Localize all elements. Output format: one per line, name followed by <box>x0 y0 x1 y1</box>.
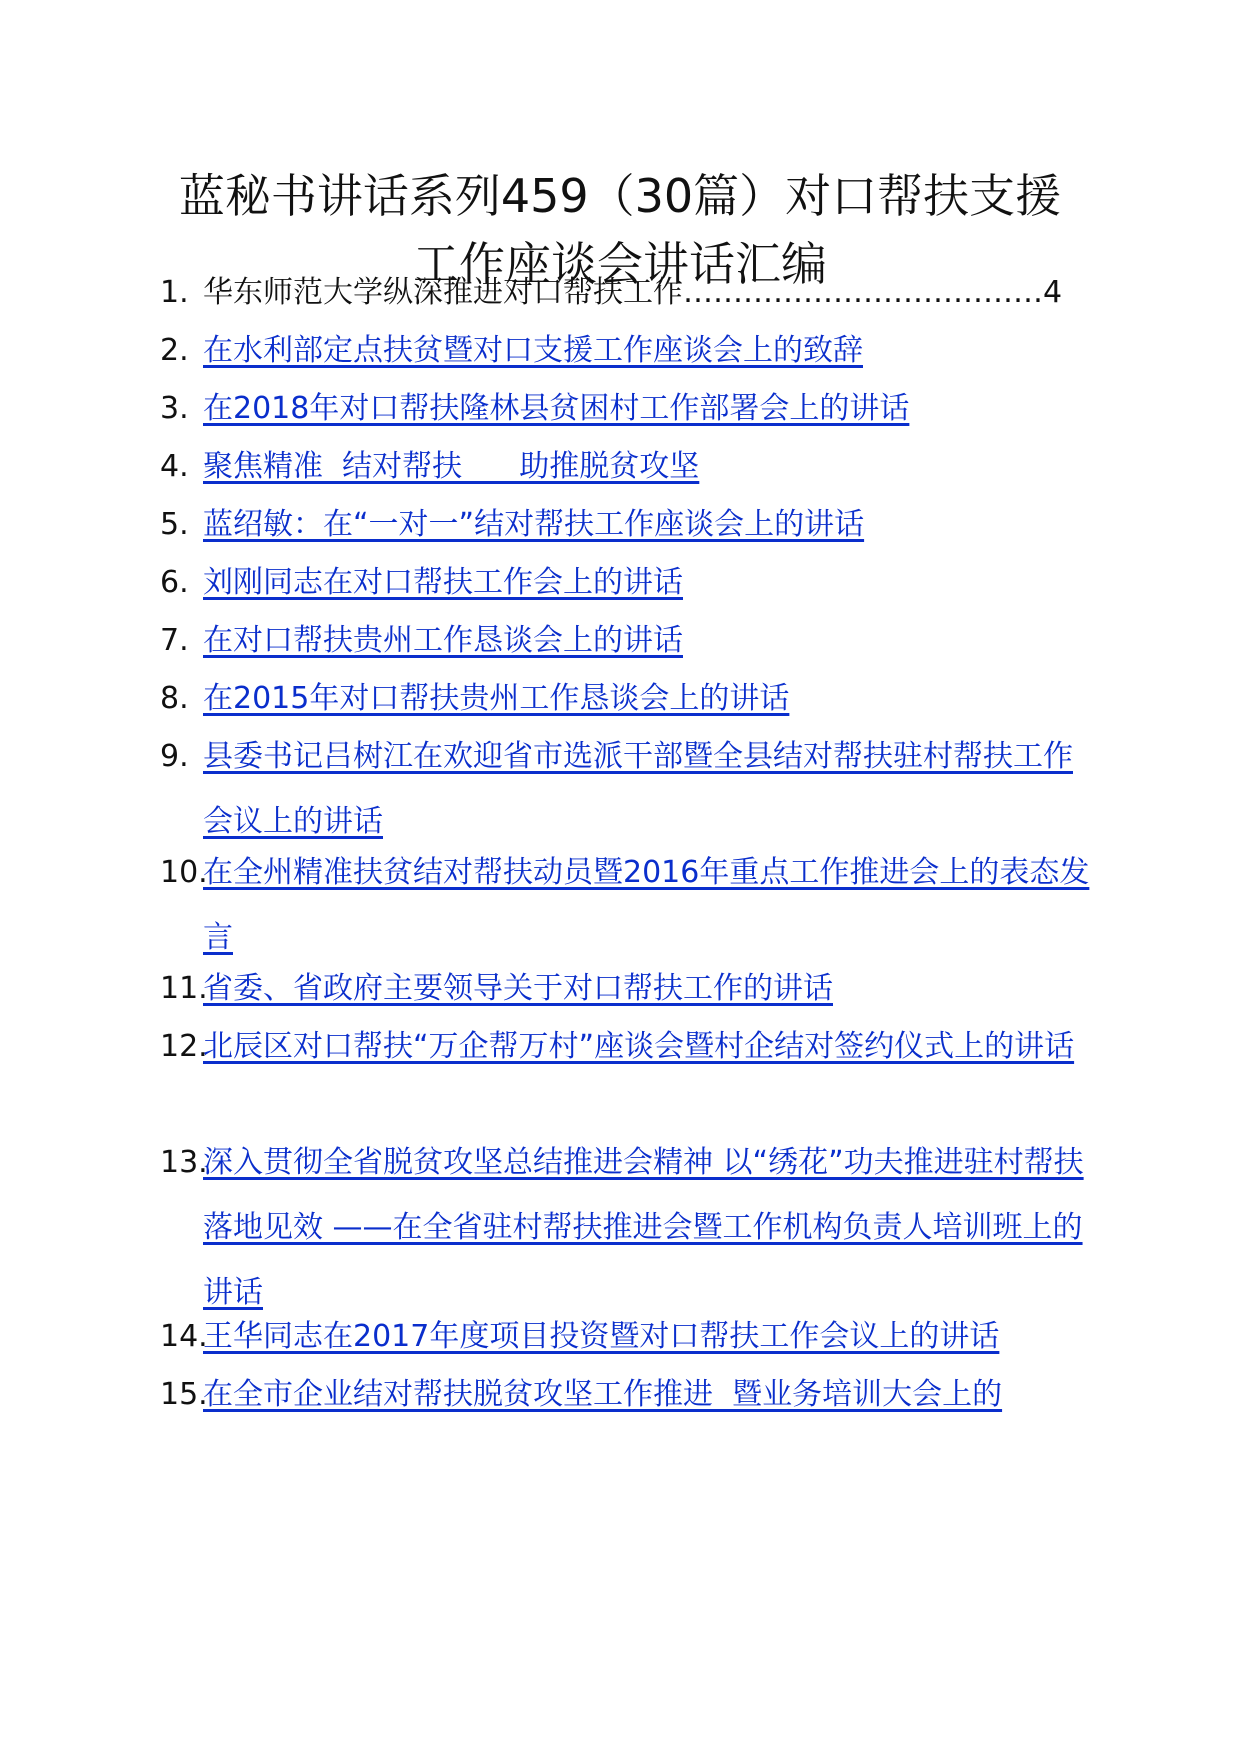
toc-item-number: 1. <box>160 275 189 310</box>
toc-item-number: 13. <box>160 1145 208 1180</box>
toc-item-number: 5. <box>160 507 189 542</box>
toc-item-link[interactable]: 省委、省政府主要领导关于对口帮扶工作的讲话 <box>203 971 833 1006</box>
toc-item-link[interactable]: 县委书记吕树江在欢迎省市选派干部暨全县结对帮扶驻村帮扶工作会议上的讲话 <box>203 739 1073 839</box>
toc-item-number: 4. <box>160 449 189 484</box>
toc-item-link[interactable]: 在2018年对口帮扶隆林县贫困村工作部署会上的讲话 <box>203 391 910 426</box>
title-line-2: 工作座谈会讲话汇编 <box>413 237 827 291</box>
toc-item-link[interactable]: 深入贯彻全省脱贫攻坚总结推进会精神 以“绣花”功夫推进驻村帮扶落地见效 ——在全省驻村帮扶推进会暨工作机构负责人培训班上的讲话 <box>203 1145 1084 1310</box>
toc-item-number: 7. <box>160 623 189 658</box>
toc-item-number: 15. <box>160 1377 208 1412</box>
toc-item-link[interactable]: 北辰区对口帮扶“万企帮万村”座谈会暨村企结对签约仪式上的讲话 <box>203 1029 1075 1064</box>
toc-item-number: 11. <box>160 971 208 1006</box>
toc-item-number: 14. <box>160 1319 208 1354</box>
toc-item-number: 2. <box>160 333 189 368</box>
toc-item-number: 10. <box>160 855 208 890</box>
title-line-1: 蓝秘书讲话系列459（30篇）对口帮扶支援 <box>178 169 1062 223</box>
toc-item-link[interactable]: 在水利部定点扶贫暨对口支援工作座谈会上的致辞 <box>203 333 863 368</box>
toc-item-number: 9. <box>160 739 189 774</box>
toc-item-number: 6. <box>160 565 189 600</box>
toc-item-link[interactable]: 在2015年对口帮扶贵州工作恳谈会上的讲话 <box>203 681 790 716</box>
toc-item-number: 8. <box>160 681 189 716</box>
toc-item-number: 12. <box>160 1029 208 1064</box>
toc-item-link[interactable]: 聚焦精准 结对帮扶 助推脱贫攻坚 <box>203 449 700 484</box>
toc-item-link[interactable]: 在全市企业结对帮扶脱贫攻坚工作推进 暨业务培训大会上的 <box>203 1377 1003 1412</box>
toc-item-link[interactable]: 刘刚同志在对口帮扶工作会上的讲话 <box>203 565 683 600</box>
toc-item-link[interactable]: 在对口帮扶贵州工作恳谈会上的讲话 <box>203 623 683 658</box>
toc-item-link[interactable]: 在全州精准扶贫结对帮扶动员暨2016年重点工作推进会上的表态发言 <box>203 855 1090 955</box>
toc-item-number: 3. <box>160 391 189 426</box>
toc-item-link[interactable]: 王华同志在2017年度项目投资暨对口帮扶工作会议上的讲话 <box>203 1319 1000 1354</box>
toc-item-text: 华东师范大学纵深推进对口帮扶工作………………………………4 <box>203 275 1063 310</box>
toc-item-link[interactable]: 蓝绍敏：在“一对一”结对帮扶工作座谈会上的讲话 <box>203 507 865 542</box>
